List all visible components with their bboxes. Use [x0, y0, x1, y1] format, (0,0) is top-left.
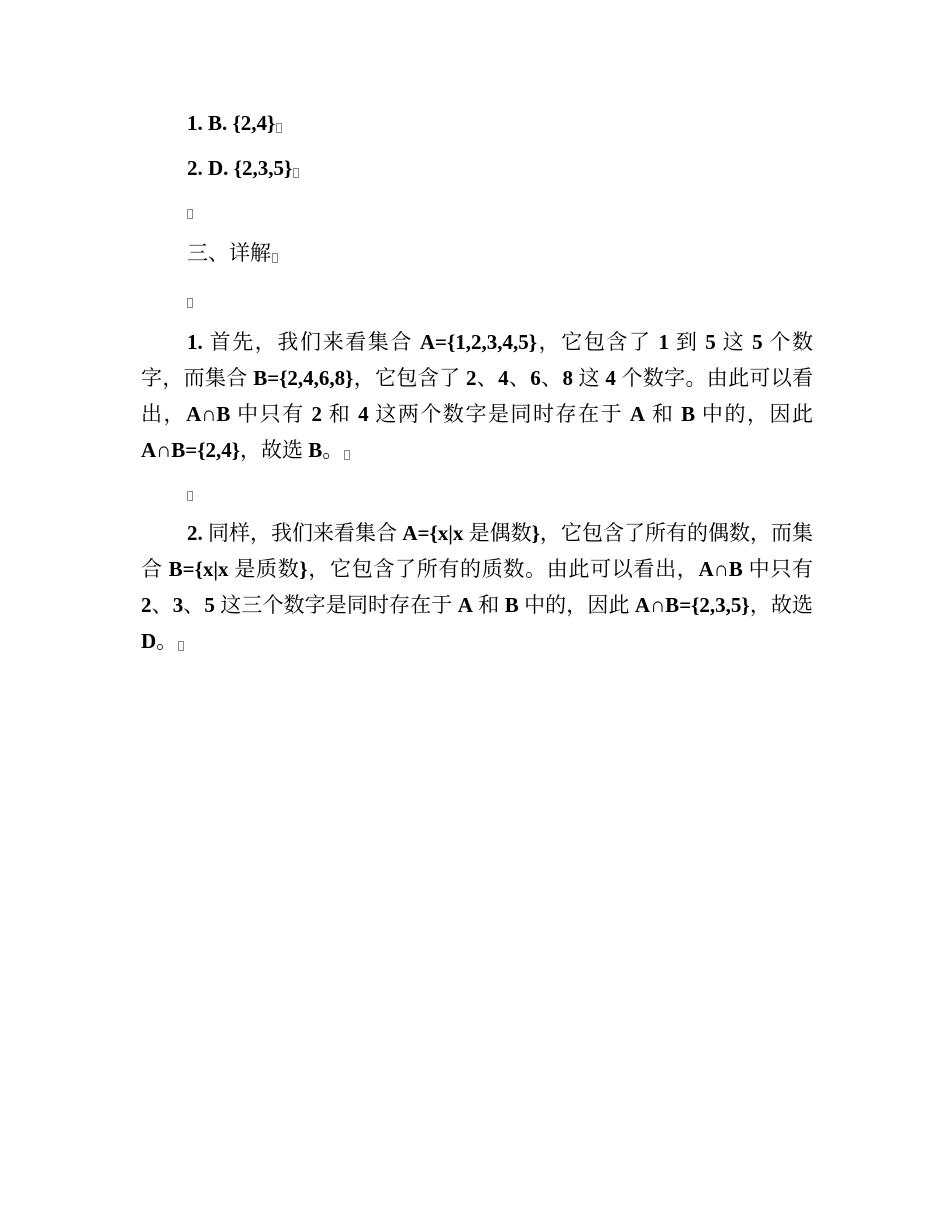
text-segment: }: [531, 521, 540, 545]
text-segment: 这: [715, 330, 753, 354]
text-segment: ，它包含了: [353, 366, 466, 390]
text-segment: A={x|x: [402, 521, 464, 545]
text-segment: 4: [605, 366, 616, 390]
text-segment: A: [457, 593, 473, 617]
paragraph-mark-icon: [293, 168, 299, 178]
text-segment: 中的，因此: [518, 593, 635, 617]
text-segment: 。: [156, 629, 178, 653]
text-segment: 同样，我们来看集合: [202, 521, 403, 545]
paragraph-mark-icon: [187, 209, 193, 219]
paragraph-mark-icon: [276, 123, 282, 133]
section-heading-text: 三、详解: [187, 241, 271, 265]
text-segment: A∩B={2,3,5}: [634, 593, 750, 617]
text-segment: 个数字，而集合: [141, 330, 814, 390]
text-segment: 、: [151, 593, 173, 617]
text-segment: 是质数: [228, 557, 300, 581]
text-segment: B: [504, 593, 519, 617]
text-segment: ，故选: [240, 438, 309, 462]
paragraph-mark-icon: [187, 298, 193, 308]
paragraph-mark-icon: [178, 641, 184, 651]
text-segment: 、: [183, 593, 205, 617]
answer-2-number: 2.: [187, 156, 203, 180]
text-segment: B={x|x: [168, 557, 229, 581]
text-segment: ，故选: [749, 593, 814, 617]
text-segment: 6: [530, 366, 541, 390]
text-segment: 、: [476, 366, 499, 390]
paragraph-mark-icon: [344, 450, 350, 460]
text-segment: A∩B: [698, 557, 743, 581]
answer-1: [187, 111, 282, 135]
text-segment: 5: [204, 593, 215, 617]
text-segment: 这: [572, 366, 606, 390]
text-segment: B: [681, 402, 696, 426]
answer-1-number: 1.: [187, 111, 203, 135]
text-segment: A∩B: [186, 402, 231, 426]
answer-1-text: B. {2,4}: [208, 111, 276, 135]
text-segment: 个数字。由此可以看出，: [141, 366, 814, 426]
text-segment: 2.: [187, 521, 203, 545]
text-segment: 1.: [187, 330, 203, 354]
explanation-2: [141, 515, 813, 659]
text-segment: }: [299, 557, 308, 581]
text-segment: 4: [498, 366, 509, 390]
text-segment: A: [629, 402, 646, 426]
explanation-1: [141, 324, 813, 468]
text-segment: 和: [645, 402, 682, 426]
text-segment: D: [141, 629, 157, 653]
text-segment: 中的，因此: [695, 402, 814, 426]
text-segment: 5: [705, 330, 716, 354]
text-segment: 、: [540, 366, 563, 390]
text-segment: 和: [321, 402, 359, 426]
paragraph-mark-icon: [187, 491, 193, 501]
text-segment: 4: [358, 402, 369, 426]
text-segment: 到: [668, 330, 706, 354]
text-segment: 、: [508, 366, 531, 390]
text-segment: 是偶数: [463, 521, 532, 545]
text-segment: 这三个数字是同时存在于: [214, 593, 458, 617]
answer-2: [187, 156, 299, 180]
text-segment: 2: [311, 402, 322, 426]
text-segment: 中只有: [230, 402, 312, 426]
text-segment: 3: [172, 593, 184, 617]
text-segment: A∩B={2,4}: [141, 438, 241, 462]
text-segment: 首先，我们来看集合: [202, 330, 420, 354]
text-segment: ，它包含了: [537, 330, 659, 354]
text-segment: B: [308, 438, 323, 462]
text-segment: B={2,4,6,8}: [253, 366, 354, 390]
text-segment: A={1,2,3,4,5}: [419, 330, 538, 354]
answer-2-text: D. {2,3,5}: [208, 156, 293, 180]
text-segment: 这两个数字是同时存在于: [368, 402, 630, 426]
text-segment: 2: [465, 366, 477, 390]
text-segment: 2: [141, 593, 152, 617]
text-segment: 中只有: [742, 557, 813, 581]
text-segment: 5: [752, 330, 763, 354]
text-segment: ，它包含了所有的质数。由此可以看出，: [307, 557, 699, 581]
section-heading: [187, 241, 278, 265]
text-segment: ，它包含了所有的偶数，而集合: [141, 521, 814, 581]
text-segment: 8: [562, 366, 573, 390]
paragraph-mark-icon: [272, 253, 278, 263]
text-segment: 和: [472, 593, 505, 617]
text-segment: 。: [322, 438, 344, 462]
text-segment: 1: [658, 330, 669, 354]
